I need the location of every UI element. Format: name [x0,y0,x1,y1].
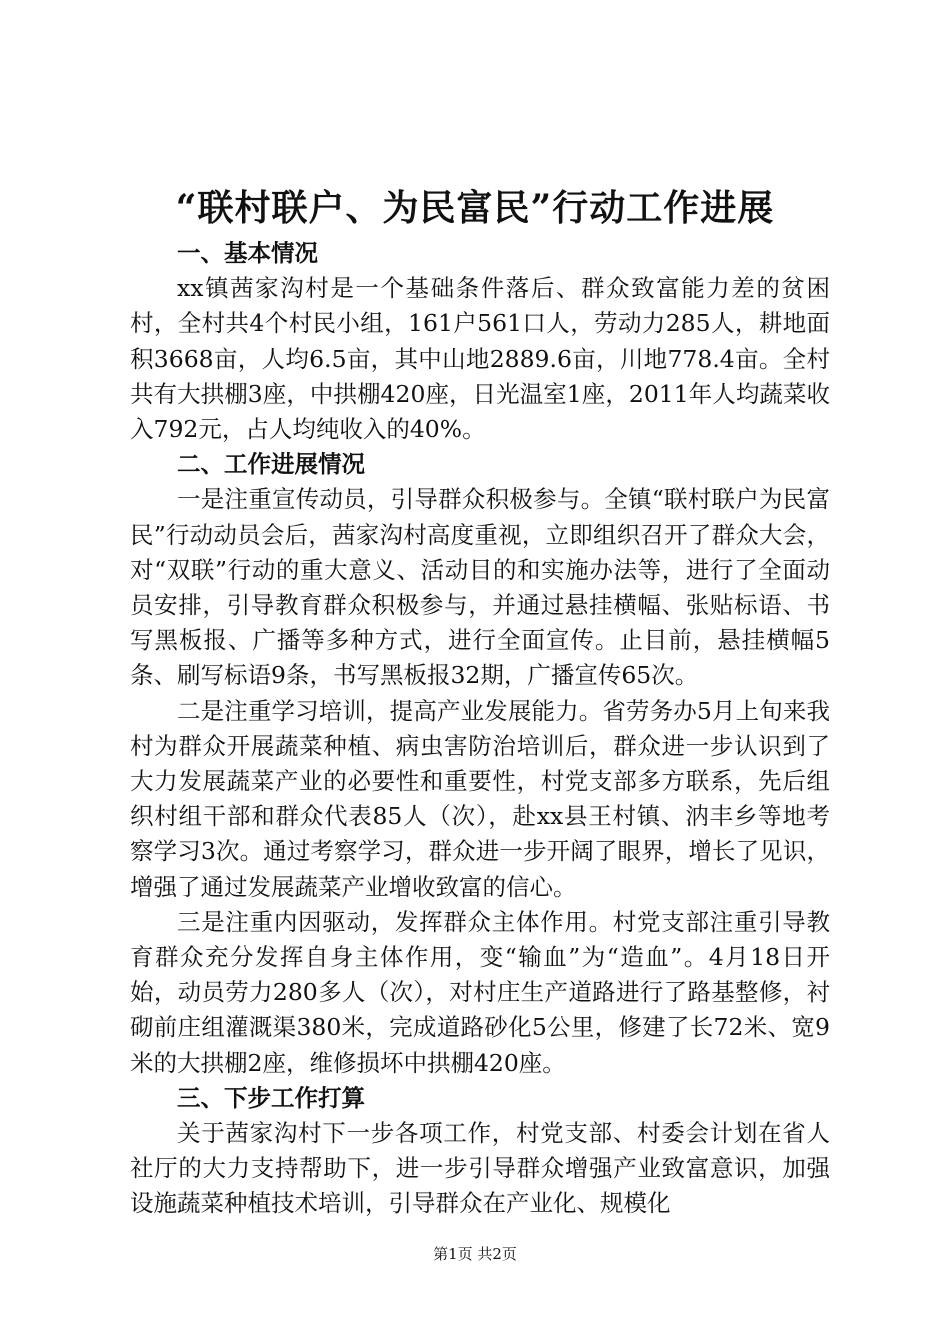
section-heading: 一、基本情况 [177,239,318,267]
section-basic-info [130,236,830,447]
document-title: “联村联户、为民富民”行动工作进展 [175,187,775,229]
page-number-footer: 第1页 共2页 [433,1245,517,1263]
paragraph: xx镇茜家沟村是一个基础条件落后、群众致富能力差的贫困村，全村共4个村民小组，161户561口人，劳动力285人，耕地面积3668亩，人均6.5亩，其中山地2889.6亩，川地778.4亩。全村共有大拱棚3座，中拱棚420座，日光温室1座，2011年人均蔬菜收入792元，占人均纯收入的40%。 [130,274,830,444]
paragraph: 二是注重学习培训，提高产业发展能力。省劳务办5月上旬来我村为群众开展蔬菜种植、病虫害防治培训后，群众进一步认识到了大力发展蔬菜产业的必要性和重要性，村党支部多方联系，先后组织村组干部和群众代表85人（次），赴xx县王村镇、汭丰乡等地考察学习3次。通过考察学习，群众进一步开阔了眼界，增长了见识，增强了通过发展蔬菜产业增收致富的信心。 [130,696,830,901]
paragraph: 三是注重内因驱动，发挥群众主体作用。村党支部注重引导教育群众充分发挥自身主体作用，变“输血”为“造血”。4月18日开始，动员劳力280多人（次），对村庄生产道路进行了路基整修，衬砌前庄组灌溉渠380米，完成道路砂化5公里，修建了长72米、宽9米的大拱棚2座，维修损坏中拱棚420座。 [130,907,830,1077]
section-next-plan [130,1081,830,1222]
section-heading: 二、工作进展情况 [177,450,365,479]
section-heading: 三、下步工作打算 [177,1083,365,1112]
paragraph: 一是注重宣传动员，引导群众积极参与。全镇“联村联户为民富民”行动动员会后，茜家沟村高度重视，立即组织召开了群众大会，对“双联”行动的重大意义、活动目的和实施办法等，进行了全面动员安排，引导教育群众积极参与，并通过悬挂横幅、张贴标语、书写黑板报、广播等多种方式，进行全面宣传。止目前，悬挂横幅5条、刷写标语9条，书写黑板报32期，广播宣传65次。 [130,485,830,690]
document-body [130,236,830,1222]
section-work-progress [130,447,830,1081]
paragraph: 关于茜家沟村下一步各项工作，村党支部、村委会计划在省人社厅的大力支持帮助下，进一步引导群众增强产业致富意识，加强设施蔬菜种植技术培训，引导群众在产业化、规模化 [130,1119,830,1218]
